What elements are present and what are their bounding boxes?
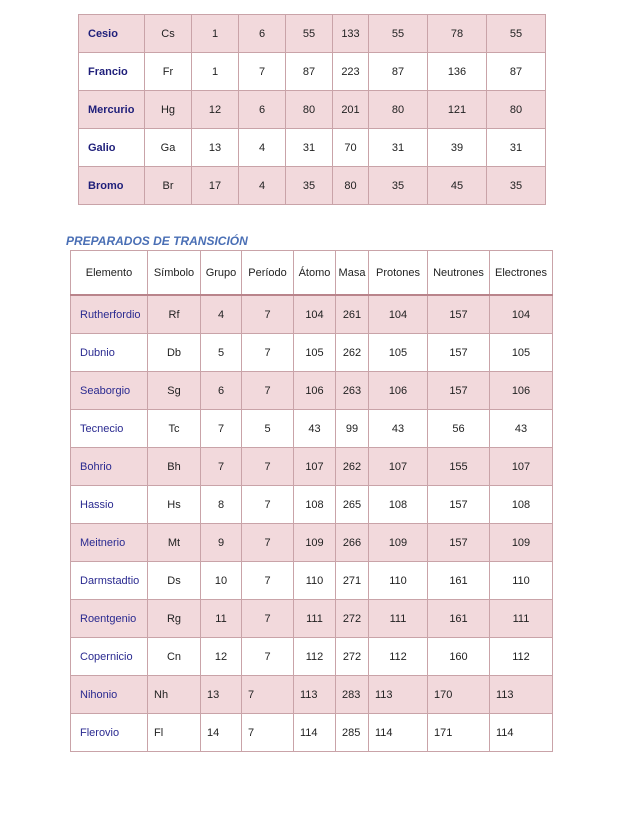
element-name-cell: Francio [79,53,145,91]
table-cell: 262 [336,448,369,486]
table-cell: 1 [192,53,239,91]
table-cell: 5 [242,410,294,448]
element-name-cell: Flerovio [71,714,148,752]
table-cell: 113 [490,676,553,714]
table-cell: 272 [336,600,369,638]
column-header: Protones [369,251,428,296]
column-header: Masa [336,251,369,296]
table-cell: Mt [148,524,201,562]
table-cell: 133 [333,15,369,53]
table-cell: 7 [242,448,294,486]
table-cell: 80 [487,91,546,129]
element-name-cell: Tecnecio [71,410,148,448]
table-cell: 43 [369,410,428,448]
table-cell: 87 [369,53,428,91]
table-cell: Db [148,334,201,372]
table-cell: 6 [239,91,286,129]
table-cell: 160 [428,638,490,676]
table-cell: 112 [294,638,336,676]
table-cell: 104 [294,295,336,334]
table-cell: 285 [336,714,369,752]
table-cell: 106 [294,372,336,410]
top-table-body [79,15,546,205]
table-cell: 7 [201,448,242,486]
table-cell: 105 [490,334,553,372]
column-header: Electrones [490,251,553,296]
table-row [71,600,553,638]
table-cell: 263 [336,372,369,410]
table-cell: 55 [487,15,546,53]
table-row [71,714,553,752]
table-cell: 55 [286,15,333,53]
table-cell: 111 [490,600,553,638]
table-cell: 43 [490,410,553,448]
table-cell: 7 [242,714,294,752]
table-cell: 114 [490,714,553,752]
table-cell: 45 [428,167,487,205]
table-cell: 4 [239,129,286,167]
table-row [79,53,546,91]
column-header: Neutrones [428,251,490,296]
table-row [71,676,553,714]
table-cell: 31 [369,129,428,167]
table-row [79,15,546,53]
column-header: Período [242,251,294,296]
table-cell: 80 [333,167,369,205]
table-row [71,524,553,562]
table-cell: 157 [428,524,490,562]
table-row [79,91,546,129]
table-cell: 114 [294,714,336,752]
table-cell: 7 [242,524,294,562]
table-cell: Ga [145,129,192,167]
table-cell: 265 [336,486,369,524]
table-row [71,562,553,600]
table-cell: 113 [369,676,428,714]
table-cell: 111 [294,600,336,638]
element-name-cell: Copernicio [71,638,148,676]
table-cell: 155 [428,448,490,486]
table-cell: 10 [201,562,242,600]
column-header: Átomo [294,251,336,296]
table-cell: 105 [294,334,336,372]
table-cell: Fl [148,714,201,752]
table-cell: Br [145,167,192,205]
table-cell: 17 [192,167,239,205]
table-cell: 56 [428,410,490,448]
table-cell: Hg [145,91,192,129]
table-cell: 136 [428,53,487,91]
element-name-cell: Bromo [79,167,145,205]
table-cell: 157 [428,372,490,410]
table-cell: 261 [336,295,369,334]
table-cell: 109 [294,524,336,562]
table-cell: 7 [239,53,286,91]
table-cell: 106 [369,372,428,410]
element-name-cell: Mercurio [79,91,145,129]
table-cell: 272 [336,638,369,676]
table-cell: 13 [192,129,239,167]
table-cell: 114 [369,714,428,752]
table-cell: 31 [487,129,546,167]
table-cell: 161 [428,562,490,600]
table-cell: 109 [490,524,553,562]
element-name-cell: Roentgenio [71,600,148,638]
table-cell: 113 [294,676,336,714]
table-cell: 283 [336,676,369,714]
table-row [71,372,553,410]
table-cell: 14 [201,714,242,752]
column-header: Grupo [201,251,242,296]
table-cell: 110 [369,562,428,600]
element-name-cell: Nihonio [71,676,148,714]
table-row [71,486,553,524]
table-cell: 157 [428,486,490,524]
table-cell: 99 [336,410,369,448]
table-cell: 201 [333,91,369,129]
table-cell: 7 [242,334,294,372]
section-heading: PREPARADOS DE TRANSICIÓN [66,234,248,248]
table-cell: 7 [242,295,294,334]
table-cell: 111 [369,600,428,638]
table-cell: 12 [201,638,242,676]
table-cell: Cs [145,15,192,53]
table-cell: 110 [294,562,336,600]
element-name-cell: Seaborgio [71,372,148,410]
element-name-cell: Darmstadtio [71,562,148,600]
table-cell: 8 [201,486,242,524]
table-header-row [71,251,553,296]
table-cell: 7 [242,372,294,410]
table-cell: 157 [428,334,490,372]
table-cell: 43 [294,410,336,448]
table-row [79,129,546,167]
table-cell: 7 [242,600,294,638]
table-cell: 35 [487,167,546,205]
table-cell: 109 [369,524,428,562]
table-cell: 9 [201,524,242,562]
column-header: Símbolo [148,251,201,296]
table-cell: 266 [336,524,369,562]
table-row [71,334,553,372]
table-cell: Hs [148,486,201,524]
table-cell: 108 [294,486,336,524]
table-cell: 121 [428,91,487,129]
table-cell: 87 [286,53,333,91]
table-cell: 80 [369,91,428,129]
table-cell: 70 [333,129,369,167]
table-cell: 107 [490,448,553,486]
table-cell: 5 [201,334,242,372]
table-cell: 7 [242,562,294,600]
table-cell: 7 [201,410,242,448]
table-cell: 1 [192,15,239,53]
bottom-table-body [71,295,553,752]
element-name-cell: Galio [79,129,145,167]
table-cell: 171 [428,714,490,752]
table-cell: 112 [369,638,428,676]
element-name-cell: Hassio [71,486,148,524]
table-cell: 35 [369,167,428,205]
element-name-cell: Dubnio [71,334,148,372]
table-cell: 106 [490,372,553,410]
table-cell: 104 [369,295,428,334]
element-name-cell: Cesio [79,15,145,53]
table-cell: 108 [490,486,553,524]
column-header: Elemento [71,251,148,296]
table-cell: Rf [148,295,201,334]
table-cell: 35 [286,167,333,205]
table-cell: 6 [239,15,286,53]
table-cell: 13 [201,676,242,714]
table-cell: 262 [336,334,369,372]
transition-elements-table [70,250,553,752]
table-cell: 271 [336,562,369,600]
element-name-cell: Meitnerio [71,524,148,562]
table-cell: 11 [201,600,242,638]
table-cell: 112 [490,638,553,676]
table-cell: 223 [333,53,369,91]
table-cell: 107 [294,448,336,486]
table-row [71,295,553,334]
table-cell: Rg [148,600,201,638]
table-cell: 55 [369,15,428,53]
table-cell: 104 [490,295,553,334]
table-cell: 4 [201,295,242,334]
table-cell: Tc [148,410,201,448]
table-cell: 4 [239,167,286,205]
table-cell: 110 [490,562,553,600]
table-row [71,638,553,676]
table-cell: 39 [428,129,487,167]
table-cell: 7 [242,486,294,524]
top-elements-table [78,14,546,205]
table-cell: 108 [369,486,428,524]
table-cell: Bh [148,448,201,486]
table-cell: 78 [428,15,487,53]
table-cell: 31 [286,129,333,167]
table-cell: Ds [148,562,201,600]
element-name-cell: Bohrio [71,448,148,486]
table-cell: 105 [369,334,428,372]
table-cell: 87 [487,53,546,91]
table-cell: Cn [148,638,201,676]
table-cell: Sg [148,372,201,410]
table-cell: Fr [145,53,192,91]
table-cell: 157 [428,295,490,334]
table-cell: 6 [201,372,242,410]
table-cell: 12 [192,91,239,129]
table-cell: 7 [242,638,294,676]
table-row [71,448,553,486]
table-cell: Nh [148,676,201,714]
table-cell: 170 [428,676,490,714]
table-row [71,410,553,448]
table-cell: 7 [242,676,294,714]
table-cell: 161 [428,600,490,638]
table-cell: 107 [369,448,428,486]
table-row [79,167,546,205]
element-name-cell: Rutherfordio [71,295,148,334]
table-cell: 80 [286,91,333,129]
